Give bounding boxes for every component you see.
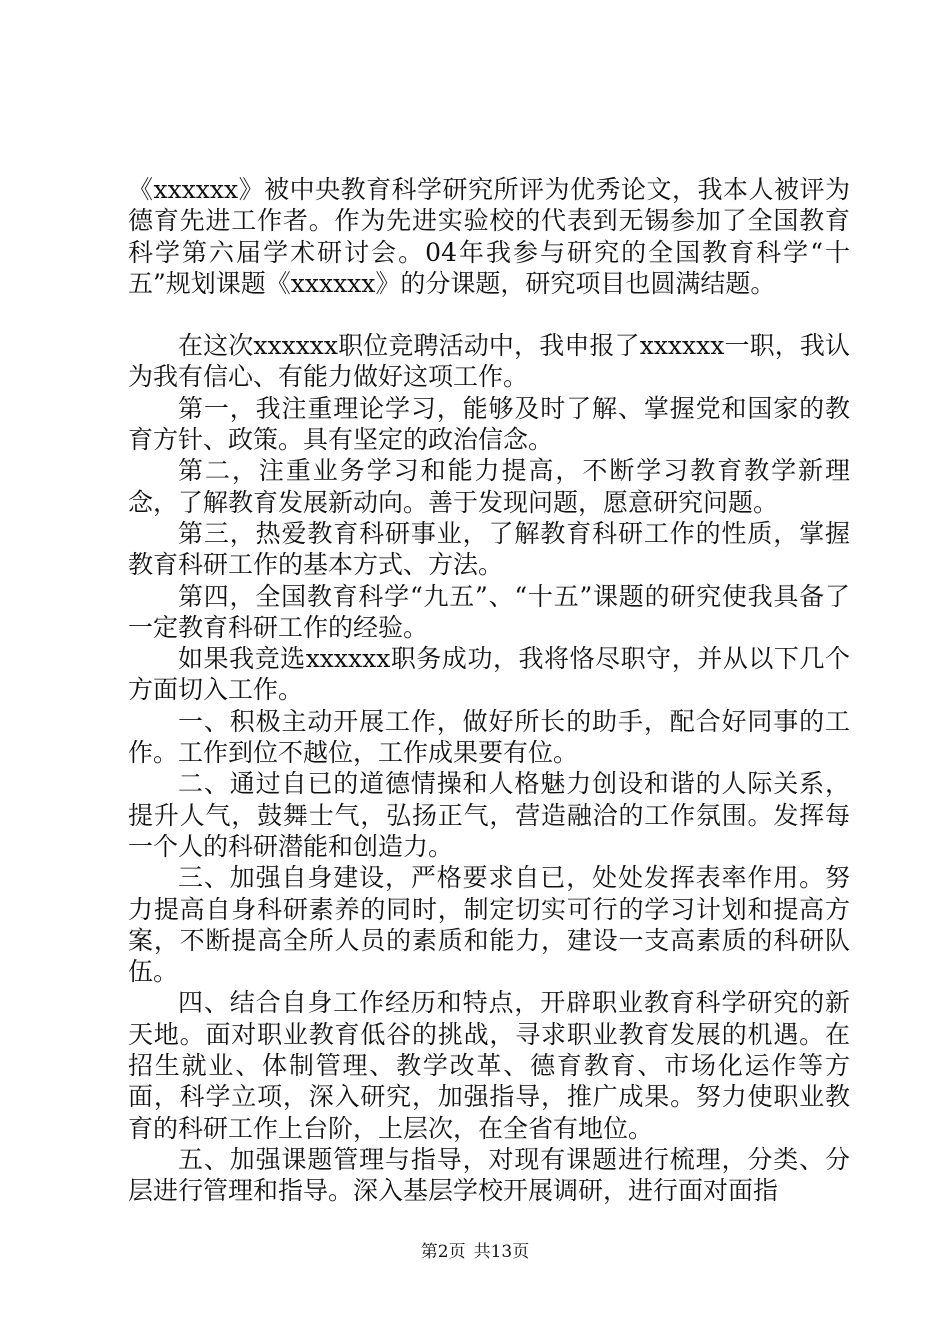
- paragraph-plan-2: 二、通过自已的道德情操和人格魅力创设和谐的人际关系，提升人气，鼓舞士气，弘扬正气，营造融洽的工作氛围。发挥每一个人的科研潜能和创造力。: [128, 769, 850, 861]
- paragraph-plan-3: 三、加强自身建设，严格要求自已，处处发挥表率作用。努力提高自身科研素养的同时，制定切实可行的学习计划和提高方案，不断提高全所人员的素质和能力，建设一支高素质的科研队伍。: [128, 863, 850, 987]
- paragraph-point-4: 第四，全国教育科学“九五”、“十五”课题的研究使我具备了一定教育科研工作的经验。: [128, 581, 850, 642]
- page-number: 第2页: [420, 1242, 466, 1262]
- page-total: 共13页: [473, 1242, 530, 1262]
- paragraph-gap: [128, 299, 850, 330]
- paragraph-point-1: 第一，我注重理论学习，能够及时了解、掌握党和国家的教育方针、政策。具有坚定的政治信念。: [128, 393, 850, 455]
- paragraph-intro: 在这次xxxxxx职位竞聘活动中，我申报了xxxxxx一职，我认为我有信心、有能力做好这项工作。: [128, 331, 850, 392]
- paragraph-continuation: 《xxxxxx》被中央教育科学研究所评为优秀论文，我本人被评为德育先进工作者。作为先进实验校的代表到无锡参加了全国教育科学第六届学术研讨会。04年我参与研究的全国教育科学“十五”规划课题《xxxxxx》的分课题，研究项目也圆满结题。: [128, 175, 850, 298]
- paragraph-plan-intro: 如果我竞选xxxxxx职务成功，我将恪尽职守，并从以下几个方面切入工作。: [128, 644, 850, 705]
- paragraph-point-3: 第三，热爱教育科研事业，了解教育科研工作的性质，掌握教育科研工作的基本方式、方法。: [128, 518, 850, 580]
- document-body: [128, 174, 850, 1207]
- paragraph-plan-5: 五、加强课题管理与指导，对现有课题进行梳理，分类、分层进行管理和指导。深入基层学校开展调研，进行面对面指: [128, 1144, 850, 1206]
- paragraph-plan-4: 四、结合自身工作经历和特点，开辟职业教育科学研究的新天地。面对职业教育低谷的挑战，寻求职业教育发展的机遇。在招生就业、体制管理、教学改革、德育教育、市场化运作等方面，科学立项，深入研究，加强指导，推广成果。努力使职业教育的科研工作上台阶，上层次，在全省有地位。: [128, 988, 850, 1143]
- page-footer: [0, 1240, 950, 1264]
- paragraph-point-2: 第二，注重业务学习和能力提高，不断学习教育教学新理念，了解教育发展新动向。善于发现问题，愿意研究问题。: [128, 456, 850, 517]
- paragraph-plan-1: 一、积极主动开展工作，做好所长的助手，配合好同事的工作。工作到位不越位，工作成果要有位。: [128, 706, 850, 768]
